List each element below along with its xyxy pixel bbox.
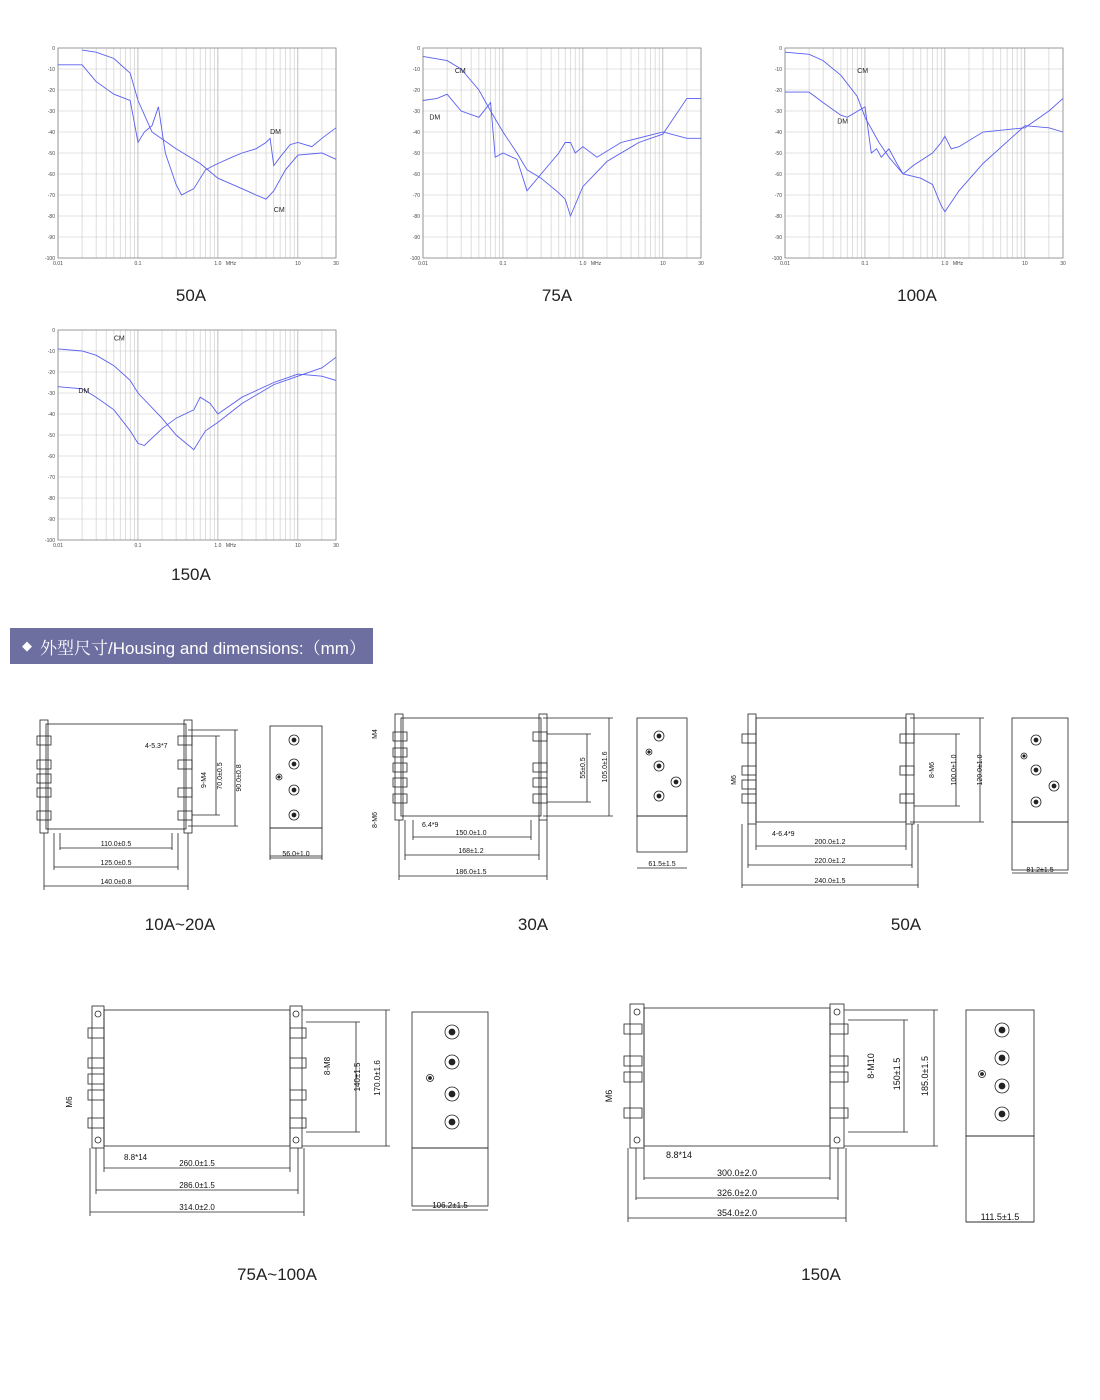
x-tick-label: 0.01 [53, 261, 63, 267]
dim-thread: 8-M10 [866, 1053, 876, 1079]
curve-label-dm: DM [270, 129, 282, 137]
y-tick-label: -60 [412, 172, 420, 178]
chart-150a [30, 322, 350, 554]
y-tick-label: -70 [47, 475, 55, 481]
dim-width-1: 300.0±2.0 [717, 1168, 757, 1178]
dim-side: 61.5±1.5 [648, 861, 676, 868]
x-tick-label: 30 [1060, 261, 1066, 267]
x-tick-label: 30 [333, 543, 339, 549]
y-tick-label: -50 [412, 151, 420, 157]
y-tick-label: -40 [412, 130, 420, 136]
drawing-50a [720, 710, 1100, 896]
dim-side: 106.2±1.5 [432, 1201, 468, 1210]
section-title: 外型尺寸/Housing and dimensions:（mm） [40, 638, 366, 658]
y-tick-label: -50 [47, 433, 55, 439]
x-tick-label: 10 [1022, 261, 1028, 267]
y-tick-label: -80 [47, 214, 55, 220]
x-tick-label: 1.0 [214, 261, 222, 267]
y-tick-label: -80 [412, 214, 420, 220]
dim-height-1: 150±1.5 [892, 1057, 902, 1091]
y-tick-label: -60 [47, 454, 55, 460]
dim-thread: 8-M8 [323, 1056, 332, 1076]
drawing-caption-150a: 150A [801, 1265, 841, 1284]
curve-label-cm: CM [857, 68, 869, 76]
y-tick-label: -30 [774, 109, 782, 115]
grid [785, 48, 1063, 258]
y-tick-label: -40 [47, 412, 55, 418]
x-tick-label: 0.1 [134, 261, 142, 267]
y-tick-label: -40 [47, 130, 55, 136]
y-tick-label: -40 [774, 130, 782, 136]
x-tick-label: 0.01 [780, 261, 790, 267]
dim-width-1: 150.0±1.0 [455, 830, 487, 837]
side-view [270, 726, 322, 860]
grid [58, 48, 336, 258]
y-tick-label: 0 [52, 328, 55, 334]
x-tick-label: 0.01 [418, 261, 428, 267]
y-tick-label: -10 [412, 67, 420, 73]
y-tick-label: -100 [44, 256, 55, 262]
y-tick-label: -50 [774, 151, 782, 157]
x-tick-label: 0.01 [53, 543, 63, 549]
dim-hole: 8.8*14 [124, 1153, 148, 1162]
x-tick-label: 1.0 [214, 543, 222, 549]
y-tick-label: -30 [47, 109, 55, 115]
dim-height-2: 105.0±1.6 [602, 751, 609, 783]
y-tick-label: -50 [47, 151, 55, 157]
dim-thread-2: M4 [372, 729, 379, 739]
dim-width-1: 200.0±1.2 [814, 839, 846, 846]
dim-width-2: 168±1.2 [458, 848, 484, 855]
y-tick-label: -10 [47, 349, 55, 355]
x-unit-label: MHz [590, 261, 602, 267]
x-tick-label: 30 [333, 261, 339, 267]
dim-thread: 8-M6 [929, 762, 936, 778]
y-tick-label: -70 [412, 193, 420, 199]
dim-width-2: 125.0±0.5 [100, 860, 132, 867]
y-tick-label: -20 [774, 88, 782, 94]
dim-width-3: 314.0±2.0 [179, 1203, 215, 1212]
dim-width-2: 286.0±1.5 [179, 1181, 215, 1190]
dim-thread: 9-M4 [201, 772, 208, 788]
x-tick-label: 30 [698, 261, 704, 267]
curve-label-dm: DM [78, 388, 90, 395]
chart-50a [30, 40, 350, 272]
dim-hole: 6.4*9 [422, 822, 439, 829]
curve-label-dm: DM [429, 114, 441, 122]
dim-height-1: 100.0±1.0 [951, 754, 958, 786]
chart-caption-75a: 75A [541, 286, 573, 305]
x-tick-label: 0.1 [134, 543, 142, 549]
grid [58, 330, 336, 540]
y-tick-label: -100 [771, 256, 782, 262]
dim-thread: 8-M6 [372, 812, 379, 828]
chart-caption-100a: 100A [897, 286, 937, 305]
y-tick-label: -70 [47, 193, 55, 199]
dim-width-3: 240.0±1.5 [814, 878, 846, 885]
x-tick-label: 10 [295, 543, 301, 549]
dim-height-1: 140±1.5 [353, 1062, 362, 1092]
dim-height-1: 55±0.5 [580, 757, 587, 779]
curve-label-cm: CM [273, 206, 285, 214]
x-tick-label: 0.1 [861, 261, 869, 267]
y-tick-label: -20 [412, 88, 420, 94]
x-unit-label: MHz [225, 261, 237, 267]
dim-width-1: 110.0±0.5 [100, 841, 132, 848]
y-tick-label: -20 [47, 88, 55, 94]
dim-thread-2: M6 [604, 1089, 614, 1103]
drawing-caption-50a: 50A [890, 915, 922, 934]
y-tick-label: -30 [47, 391, 55, 397]
dim-height-2: 170.0±1.6 [373, 1060, 382, 1096]
chart-caption-150a: 150A [171, 565, 211, 584]
y-tick-label: -70 [774, 193, 782, 199]
dim-hole: 8.8*14 [666, 1150, 693, 1160]
y-tick-label: -100 [44, 538, 55, 544]
drawing-caption-10a-20a: 10A~20A [144, 915, 216, 934]
y-tick-label: 0 [779, 46, 782, 52]
drawing-10a-20a [30, 710, 330, 890]
dim-width-2: 220.0±1.2 [814, 858, 846, 865]
dim-hole: 4-5.3*7 [145, 743, 168, 750]
curve-label-cm: CM [113, 335, 125, 343]
terminals-right [178, 736, 192, 820]
dim-thread-2: M6 [731, 775, 738, 785]
y-tick-label: -90 [774, 235, 782, 241]
y-tick-label: -80 [774, 214, 782, 220]
y-tick-label: 0 [417, 46, 420, 52]
drawing-30a [365, 710, 695, 890]
drawing-150a [590, 996, 1050, 1228]
dim-side: 56.0±1.0 [282, 851, 310, 858]
x-tick-label: 0.1 [499, 261, 507, 267]
dim-width-3: 140.0±0.8 [100, 879, 132, 886]
dim-side: 81.2±1.5 [1026, 867, 1054, 874]
y-tick-label: -90 [412, 235, 420, 241]
grid [423, 48, 701, 258]
dim-height-2: 90.0±0.8 [236, 764, 243, 792]
y-tick-label: -90 [47, 517, 55, 523]
y-tick-label: -10 [47, 67, 55, 73]
dim-width-2: 326.0±2.0 [717, 1188, 757, 1198]
chart-100a [757, 40, 1077, 272]
x-tick-label: 10 [295, 261, 301, 267]
y-tick-label: -100 [409, 256, 420, 262]
x-tick-label: 1.0 [579, 261, 587, 267]
x-unit-label: MHz [952, 261, 964, 267]
chart-caption-50a: 50A [175, 286, 207, 305]
front-view [37, 720, 238, 890]
drawing-caption-75a-100a: 75A~100A [237, 1265, 317, 1284]
y-tick-label: -60 [47, 172, 55, 178]
diamond-icon: ◆ [22, 638, 32, 653]
chart-75a [395, 40, 715, 272]
dim-hole: 4-6.4*9 [772, 831, 795, 838]
drawing-75a-100a [60, 1002, 500, 1222]
dim-side: 111.5±1.5 [980, 1212, 1020, 1222]
dim-thread-2: M6 [65, 1096, 74, 1108]
curve-label-dm: DM [837, 118, 849, 126]
y-tick-label: -10 [774, 67, 782, 73]
dim-width-3: 186.0±1.5 [455, 869, 487, 876]
dim-width-1: 260.0±1.5 [179, 1159, 215, 1168]
y-tick-label: -30 [412, 109, 420, 115]
dim-width-3: 354.0±2.0 [717, 1208, 757, 1218]
y-tick-label: -90 [47, 235, 55, 241]
drawing-caption-30a: 30A [517, 915, 549, 934]
x-unit-label: MHz [225, 543, 237, 549]
section-banner [10, 628, 373, 664]
y-tick-label: -80 [47, 496, 55, 502]
dim-height-1: 70.0±0.5 [217, 762, 224, 790]
x-tick-label: 10 [660, 261, 666, 267]
curve-label-cm: CM [454, 68, 466, 76]
terminals-left [37, 736, 51, 820]
dim-height-2: 120.0±1.0 [977, 754, 984, 786]
y-tick-label: 0 [52, 46, 55, 52]
y-tick-label: -60 [774, 172, 782, 178]
y-tick-label: -20 [47, 370, 55, 376]
x-tick-label: 1.0 [941, 261, 949, 267]
dim-height-2: 185.0±1.5 [920, 1056, 930, 1096]
